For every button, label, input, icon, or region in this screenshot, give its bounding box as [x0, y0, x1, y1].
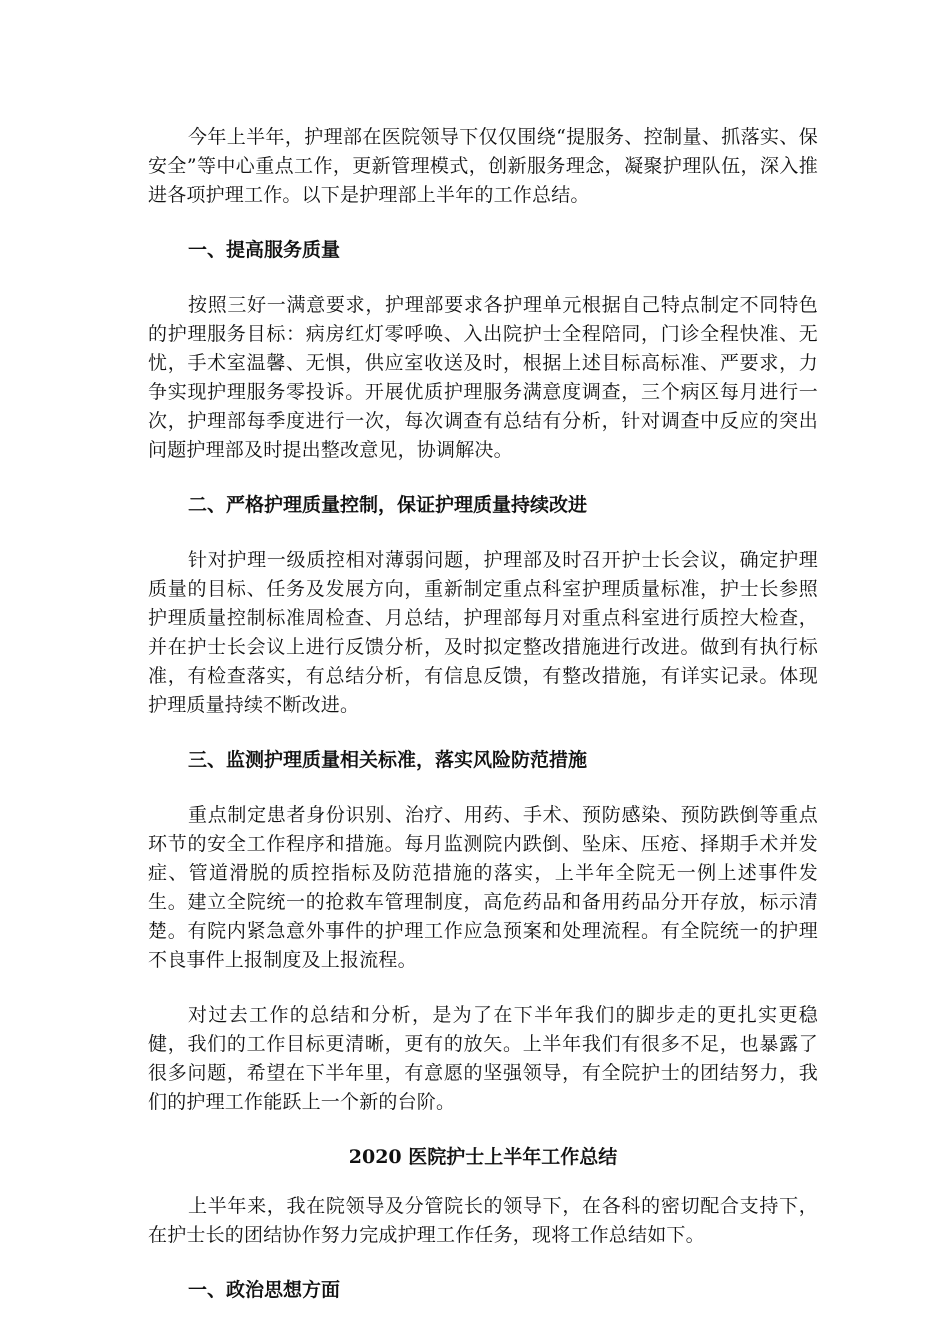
second-intro-paragraph: 上半年来，我在院领导及分管院长的领导下，在各科的密切配合支持下，在护士长的团结协作努力完成护理工作任务，现将工作总结如下。	[148, 1195, 818, 1246]
conclusion-paragraph: 对过去工作的总结和分析，是为了在下半年我们的脚步走的更扎实更稳健，我们的工作目标更清晰，更有的放矢。上半年我们有很多不足，也暴露了很多问题，希望在下半年里，有意愿的坚强领导，有全院护士的团结努力，我们的护理工作能跃上一个新的台阶。	[148, 1004, 818, 1113]
risk-prevention-paragraph: 重点制定患者身份识别、治疗、用药、手术、预防感染、预防跌倒等重点环节的安全工作程序和措施。每月监测院内跌倒、坠床、压疮、择期手术并发症、管道滑脱的质控指标及防范措施的落实，上半年全院无一例上述事件发生。建立全院统一的抢救车管理制度，高危药品和备用药品分开存放，标示清楚。有院内紧急意外事件的护理工作应急预案和处理流程。有全院统一的护理不良事件上报制度及上报流程。	[148, 804, 818, 971]
section-heading-political-thought: 一、政治思想方面	[188, 1279, 341, 1301]
quality-control-paragraph: 针对护理一级质控相对薄弱问题，护理部及时召开护士长会议，确定护理质量的目标、任务及发展方向，重新制定重点科室护理质量标准，护士长参照护理质量控制标准周检查、月总结，护理部每月对重点科室进行质控大检查，并在护士长会议上进行反馈分析，及时拟定整改措施进行改进。做到有执行标准，有检查落实，有总结分析，有信息反馈，有整改措施，有详实记录。体现护理质量持续不断改进。	[148, 549, 818, 716]
section-heading-service-quality: 一、提高服务质量	[188, 239, 341, 261]
section-heading-risk-prevention: 三、监测护理质量相关标准，落实风险防范措施	[188, 749, 588, 771]
service-quality-paragraph: 按照三好一满意要求，护理部要求各护理单元根据自己特点制定不同特色的护理服务目标：病房红灯零呼唤、入出院护士全程陪同，门诊全程快准、无忧，手术室温馨、无惧，供应室收送及时，根据上述目标高标准、严要求，力争实现护理服务零投诉。开展优质护理服务满意度调查，三个病区每月进行一次，护理部每季度进行一次，每次调查有总结有分析，针对调查中反应的突出问题护理部及时提出整改意见，协调解决。	[148, 294, 818, 461]
document-title: 2020 医院护士上半年工作总结	[348, 1146, 618, 1168]
intro-paragraph: 今年上半年，护理部在医院领导下仅仅围绕“提服务、控制量、抓落实、保安全”等中心重点工作，更新管理模式，创新服务理念，凝聚护理队伍，深入推进各项护理工作。以下是护理部上半年的工作总结。	[148, 126, 818, 206]
section-heading-quality-control: 二、严格护理质量控制，保证护理质量持续改进	[188, 494, 588, 516]
document-body	[148, 123, 818, 1331]
